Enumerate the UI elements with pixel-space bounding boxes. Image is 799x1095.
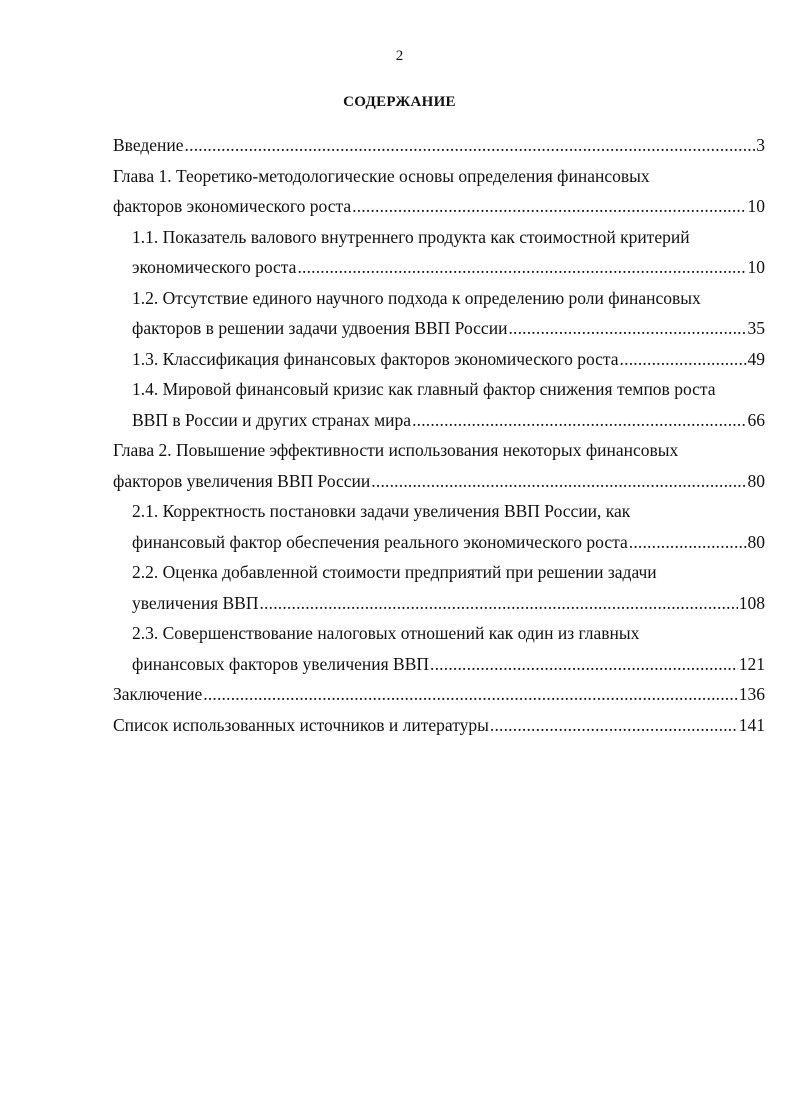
- toc-entry-text: 1.2. Отсутствие единого научного подхода к определению роли финансовых: [132, 287, 701, 308]
- toc-page-number: 121: [738, 653, 765, 674]
- dot-leader: [185, 130, 756, 161]
- toc-page-number: 3: [756, 135, 765, 155]
- toc-entry-chapter-2[interactable]: [113, 435, 765, 496]
- toc-entry-text: 2.2. Оценка добавленной стоимости предприятий при решении задачи: [132, 562, 657, 582]
- toc-entry-text-cont: финансовых факторов увеличения ВВП: [132, 653, 430, 674]
- page-number: 2: [395, 48, 404, 64]
- toc-entry-text-cont: ВВП в России и других странах мира: [132, 409, 412, 430]
- toc-page-number: 80: [747, 531, 765, 552]
- dot-leader: [490, 710, 738, 741]
- toc-entry-2-1[interactable]: [113, 496, 765, 557]
- toc-page-number: 80: [747, 470, 765, 491]
- toc-page-number: 10: [747, 257, 765, 277]
- toc-entry-text: 1.4. Мировой финансовый кризис как главный фактор снижения темпов роста: [132, 379, 716, 399]
- dot-leader: [352, 191, 746, 222]
- dot-leader: [629, 527, 747, 558]
- toc-entry-text: Глава 2. Повышение эффективности использования некоторых финансовых: [113, 440, 679, 460]
- toc-entry-text: Список использованных источников и литературы: [113, 714, 489, 735]
- toc-entry-conclusion[interactable]: [113, 679, 765, 710]
- toc-entry-1-3[interactable]: [113, 344, 765, 375]
- dot-leader: [430, 649, 738, 680]
- toc-entry-text-cont: факторов в решении задачи удвоения ВВП России: [132, 318, 508, 338]
- toc-entry-text-cont: экономического роста: [132, 257, 297, 277]
- toc-entry-references[interactable]: [113, 710, 765, 741]
- toc-entry-text-cont: увеличения ВВП: [132, 592, 259, 613]
- toc-entry-text: 1.1. Показатель валового внутреннего продукта как стоимостной критерий: [132, 226, 690, 247]
- dot-leader: [412, 405, 746, 436]
- table-of-contents: [113, 130, 765, 740]
- toc-entry-chapter-1[interactable]: [113, 161, 765, 222]
- toc-entry-text: 2.3. Совершенствование налоговых отношений как один из главных: [132, 623, 640, 643]
- toc-title: СОДЕРЖАНИЕ: [343, 94, 456, 110]
- toc-entry-1-2[interactable]: [113, 283, 765, 344]
- dot-leader: [297, 252, 746, 283]
- dot-leader: [259, 588, 737, 619]
- toc-entry-text: Заключение: [113, 684, 203, 704]
- toc-entry-2-2[interactable]: [113, 557, 765, 618]
- toc-entry-text: Глава 1. Теоретико-методологические основы определения финансовых: [113, 165, 650, 186]
- toc-page-number: 108: [738, 592, 765, 613]
- toc-entry-text: 2.1. Корректность постановки задачи увеличения ВВП России, как: [132, 501, 631, 521]
- dot-leader: [620, 344, 747, 375]
- toc-entry-1-4[interactable]: [113, 374, 765, 435]
- toc-page-number: 136: [738, 684, 765, 704]
- toc-entry-text: Введение: [113, 135, 184, 155]
- dot-leader: [203, 679, 738, 710]
- toc-page-number: 66: [747, 409, 765, 430]
- toc-entry-2-3[interactable]: [113, 618, 765, 679]
- toc-entry-text: 1.3. Классификация финансовых факторов экономического роста: [132, 348, 619, 369]
- toc-entry-text-cont: факторов увеличения ВВП России: [113, 470, 371, 491]
- toc-entry-intro[interactable]: [113, 130, 765, 161]
- toc-page-number: 10: [747, 196, 765, 216]
- toc-entry-text-cont: факторов экономического роста: [113, 196, 352, 216]
- dot-leader: [371, 466, 746, 497]
- toc-page-number: 35: [747, 318, 765, 338]
- toc-page-number: 49: [747, 348, 765, 369]
- toc-page-number: 141: [738, 714, 765, 735]
- toc-entry-text-cont: финансовый фактор обеспечения реального экономического роста: [132, 531, 628, 552]
- dot-leader: [508, 313, 746, 344]
- toc-entry-1-1[interactable]: [113, 222, 765, 283]
